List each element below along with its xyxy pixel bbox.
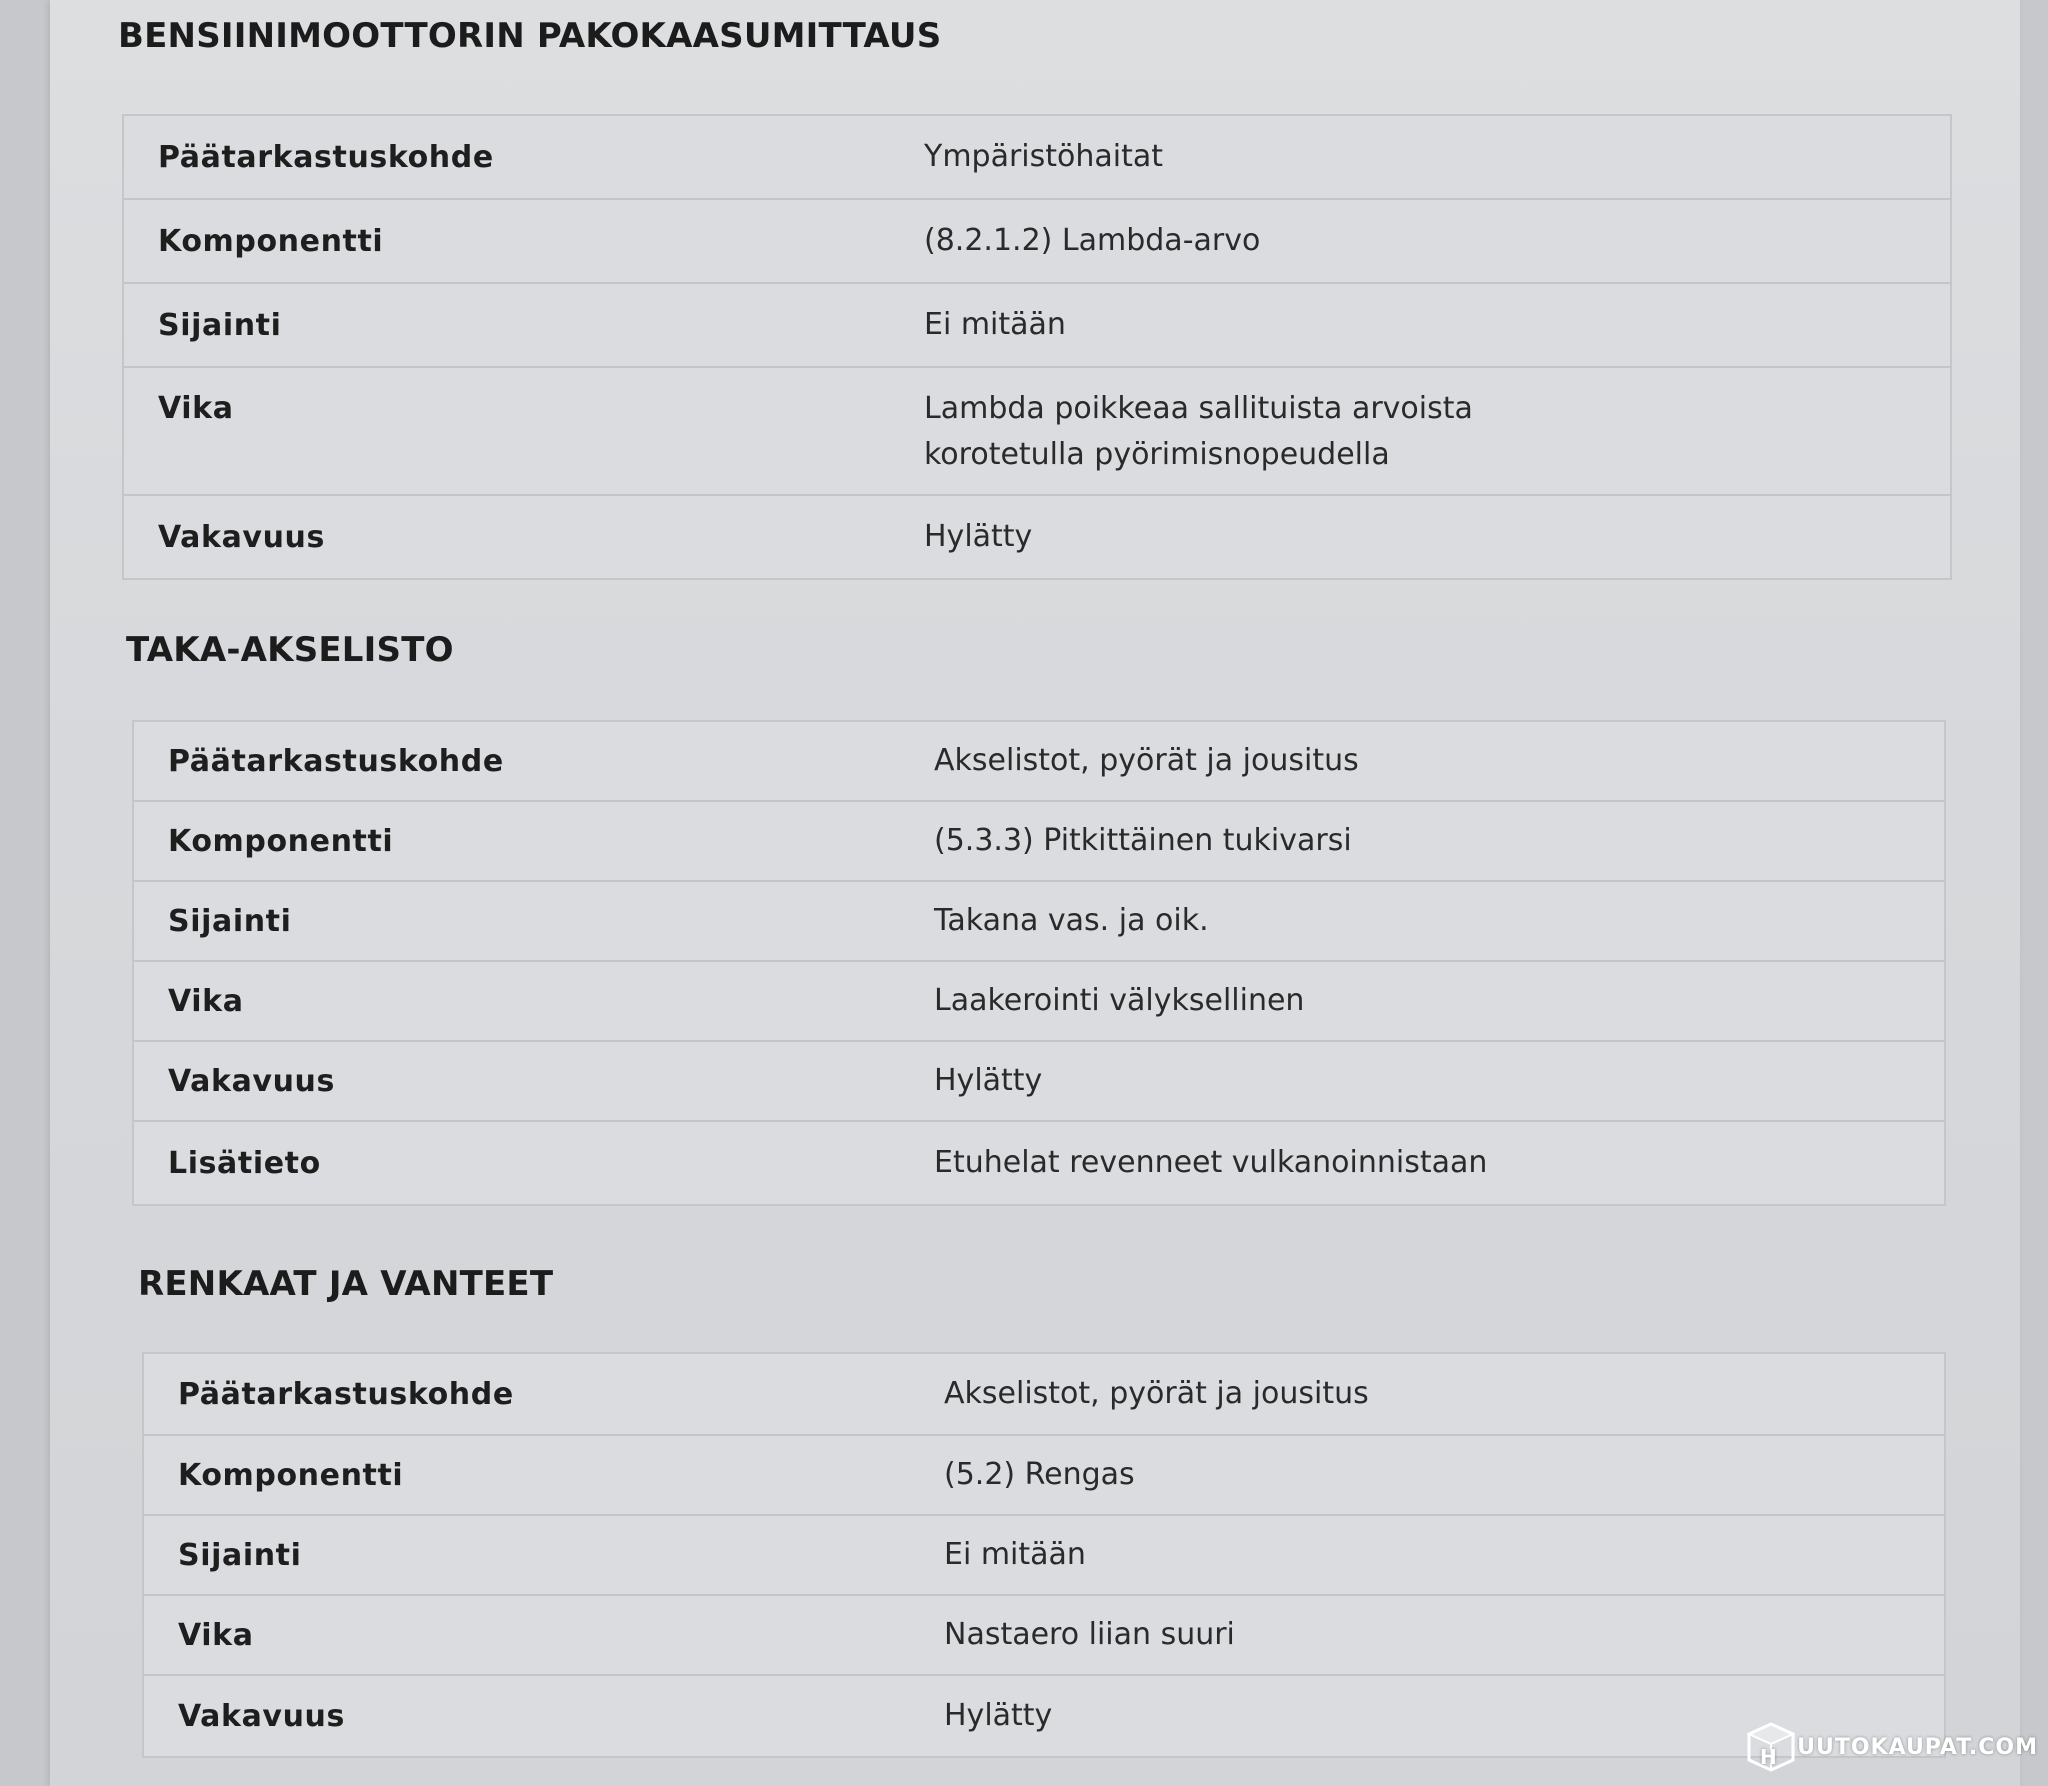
table-row xyxy=(144,1354,1944,1436)
table-row xyxy=(134,802,1944,882)
row-label: Sijainti xyxy=(178,1537,302,1573)
table-row xyxy=(134,962,1944,1042)
table-row xyxy=(124,200,1950,284)
table-row xyxy=(144,1676,1944,1756)
section-title: TAKA-AKSELISTO xyxy=(126,630,454,670)
row-label: Sijainti xyxy=(158,307,282,343)
table-row xyxy=(134,722,1944,802)
table-row xyxy=(124,116,1950,200)
row-label: Vakavuus xyxy=(168,1063,335,1099)
row-value: Hylätty xyxy=(934,1063,1043,1098)
row-value: Takana vas. ja oik. xyxy=(934,903,1209,938)
row-value: Ei mitään xyxy=(924,307,1066,342)
row-label: Komponentti xyxy=(168,823,394,859)
row-value: Hylätty xyxy=(924,519,1033,554)
row-value: Ympäristöhaitat xyxy=(924,139,1164,174)
row-label: Päätarkastuskohde xyxy=(158,139,494,175)
svg-text:H: H xyxy=(1760,1745,1778,1769)
row-label: Komponentti xyxy=(178,1457,404,1493)
table-row xyxy=(134,1042,1944,1122)
row-label: Päätarkastuskohde xyxy=(168,743,504,779)
row-value: (8.2.1.2) Lambda-arvo xyxy=(924,223,1261,258)
row-label: Lisätieto xyxy=(168,1145,321,1181)
section-title: BENSIINIMOOTTORIN PAKOKAASUMITTAUS xyxy=(118,16,942,56)
row-label: Päätarkastuskohde xyxy=(178,1376,514,1412)
table-row xyxy=(124,496,1950,578)
row-value: Laakerointi välyksellinen xyxy=(934,983,1305,1018)
section-title: RENKAAT JA VANTEET xyxy=(138,1264,554,1304)
row-value: Ei mitään xyxy=(944,1537,1086,1572)
table-row xyxy=(144,1596,1944,1676)
box-h-logo-icon xyxy=(1747,1722,1795,1772)
row-label: Vika xyxy=(168,983,244,1019)
row-value: Lambda poikkeaa sallituista arvoista korotetulla pyörimisnopeudella xyxy=(924,391,1473,472)
row-value: Hylätty xyxy=(944,1698,1053,1733)
row-label: Vika xyxy=(158,391,234,426)
row-label: Sijainti xyxy=(168,903,292,939)
row-value: (5.2) Rengas xyxy=(944,1457,1135,1492)
section-rear-axle xyxy=(126,630,2016,670)
table-row xyxy=(144,1516,1944,1596)
row-label: Vakavuus xyxy=(158,519,325,555)
table-row xyxy=(134,882,1944,962)
section-exhaust-measurement xyxy=(118,16,2008,56)
row-label: Komponentti xyxy=(158,223,384,259)
row-value: Akselistot, pyörät ja jousitus xyxy=(944,1376,1369,1411)
watermark-text: UUTOKAUPAT.COM xyxy=(1797,1734,2038,1760)
row-label: Vika xyxy=(178,1617,254,1653)
row-value: Nastaero liian suuri xyxy=(944,1617,1235,1652)
section-tires-rims xyxy=(138,1264,2028,1304)
row-value: Akselistot, pyörät ja jousitus xyxy=(934,743,1359,778)
inspection-report-page xyxy=(50,0,2020,1786)
spec-table-rear-axle xyxy=(132,720,1946,1206)
spec-table-exhaust xyxy=(122,114,1952,580)
table-row xyxy=(144,1436,1944,1516)
huutokaupat-watermark xyxy=(1747,1722,2038,1772)
row-value: Etuhelat revenneet vulkanoinnistaan xyxy=(934,1145,1488,1180)
table-row xyxy=(124,368,1950,496)
row-label: Vakavuus xyxy=(178,1698,345,1734)
table-row xyxy=(124,284,1950,368)
spec-table-tires-rims xyxy=(142,1352,1946,1758)
table-row xyxy=(134,1122,1944,1204)
row-value: (5.3.3) Pitkittäinen tukivarsi xyxy=(934,823,1352,858)
